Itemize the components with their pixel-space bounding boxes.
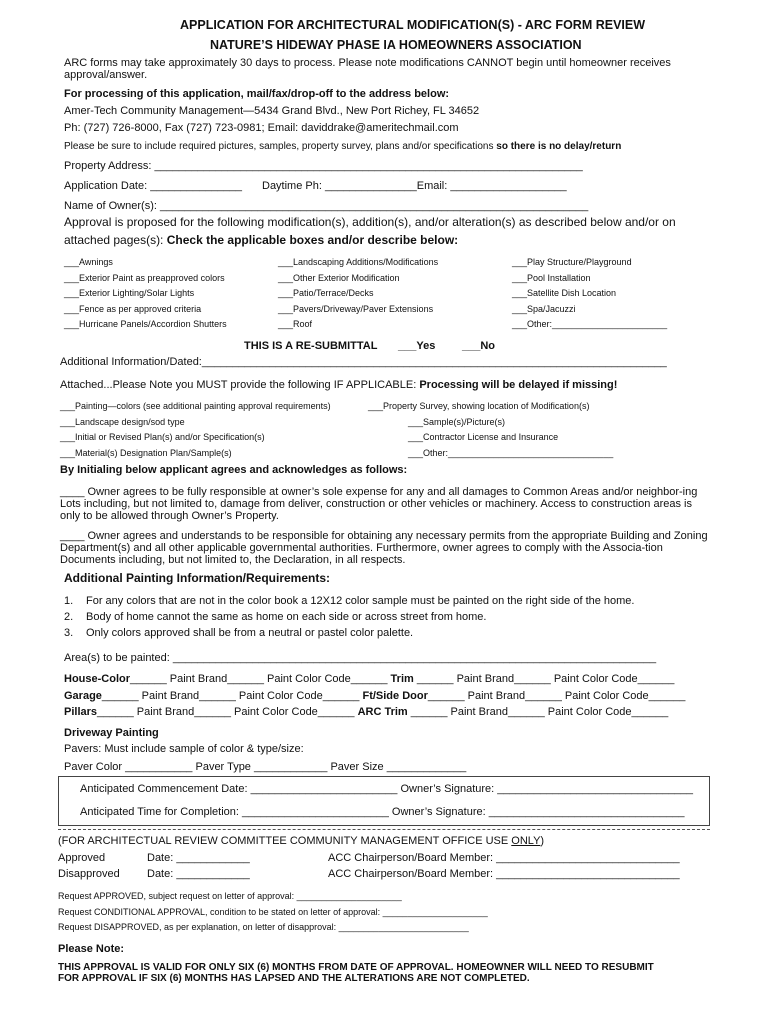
checklist-item[interactable]: ___Hurricane Panels/Accordion Shutters — [64, 319, 227, 329]
attached-item[interactable]: ___Initial or Revised Plan(s) and/or Specification(s) — [60, 432, 265, 442]
validity-note-2: FOR APPROVAL IF SIX (6) MONTHS HAS LAPSED AND THE ALTERATIONS ARE NOT COMPLETED. — [58, 973, 530, 984]
checklist-item[interactable]: ___Fence as per approved criteria — [64, 303, 202, 314]
mgmt-contact: Ph: (727) 726-8000, Fax (727) 723-0981; Email: daviddrake@ameritechmail.com — [64, 122, 459, 134]
disapproved-date-field[interactable]: Date: ____________ — [147, 868, 250, 880]
paver-fields[interactable]: Paver Color ___________ Paver Type ____________ Paver Size _____________ — [64, 761, 467, 773]
permits-agreement[interactable]: ____ Owner agrees and understands to be responsible for obtaining any necessary permits from the appropriate Building and Zoning Department(s) and all other applicable governmental authorities. Furthermore, owner agrees to comply with the Associa-tion Documents including, but not limited to, the Declaration, in all respects. — [60, 530, 708, 566]
attached-item[interactable]: ___Landscape design/sod type — [60, 416, 185, 427]
resubmittal-no[interactable]: ___No — [462, 340, 496, 352]
acc-member-field-1[interactable]: ACC Chairperson/Board Member: ______________________________ — [328, 852, 680, 864]
intro-line-2: approval/answer. — [64, 69, 148, 81]
damages-agreement[interactable]: ____ Owner agrees to be fully responsible at owner’s sole expense for any and all damages to Common Areas and/or neighbor-ing Lots including, but not limited to, damage from deliver, construction or other vehicles or machinery. Access to construction areas is only to be allowed through Owner’s Property. — [60, 486, 698, 522]
resubmittal-yes[interactable]: ___Yes — [398, 340, 436, 352]
paint-row-garage[interactable]: Garage______ Paint Brand______ Paint Color Code______ Ft/Side Door______ Paint Brand______ Paint Color Code______ — [64, 689, 686, 702]
owner-name-field[interactable]: Name of Owner(s): ______________________________________________________________________ — [64, 200, 589, 212]
request-conditional[interactable]: Request CONDITIONAL APPROVAL, condition to be stated on letter of approval: _____________________ — [58, 907, 488, 917]
list-item: 2. Body of home cannot the same as home on each side or across street from home. — [64, 611, 487, 623]
application-date-field[interactable]: Application Date: _______________ — [64, 180, 242, 192]
checklist-col-3[interactable] — [512, 255, 667, 333]
checklist-item[interactable]: ___Awnings — [64, 257, 113, 267]
attached-item[interactable]: ___Contractor License and Insurance — [408, 432, 559, 442]
approved-date-field[interactable]: Date: ____________ — [147, 852, 250, 864]
mgmt-address: Amer-Tech Community Management—5434 Grand Blvd., New Port Richey, FL 34652 — [64, 105, 480, 117]
include-note: Please be sure to include required pictures, samples, property survey, plans and/or specifications so there is no delay/return — [64, 141, 622, 152]
checklist-item[interactable]: ___Pavers/Driveway/Paver Extensions — [278, 303, 434, 314]
office-use-heading: (FOR ARCHITECTUAL REVIEW COMMITTEE COMMUNITY MANAGEMENT OFFICE USE ONLY) — [58, 835, 545, 847]
checklist-item[interactable]: ___Other Exterior Modification — [278, 272, 400, 283]
checklist-col-2[interactable] — [278, 255, 438, 333]
list-item: 1. For any colors that are not in the color book a 12X12 color sample must be painted on the right side of the home. — [64, 595, 635, 607]
painting-requirements — [64, 593, 635, 641]
processing-instructions: For processing of this application, mail/fax/drop-off to the address below: — [64, 88, 450, 100]
disapproved-label: Disapproved — [58, 868, 120, 880]
attached-col-1[interactable] — [60, 399, 331, 461]
paint-row-pillars[interactable]: Pillars______ Paint Brand______ Paint Color Code______ ARC Trim ______ Paint Brand______ Paint Color Code______ — [64, 706, 669, 718]
paint-rows[interactable] — [64, 671, 685, 721]
checklist-item[interactable]: ___Other:_______________________ — [512, 319, 668, 329]
request-disapproved[interactable]: Request DISAPPROVED, as per explanation, on letter of disapproval: __________________________ — [58, 922, 469, 932]
additional-info-field[interactable]: Additional Information/Dated:____________________________________________________________________________ — [60, 356, 667, 368]
property-address-field[interactable]: Property Address: ______________________________________________________________________ — [64, 160, 583, 172]
commencement-field[interactable]: Anticipated Commencement Date: ________________________ Owner’s Signature: ________________________________ — [80, 783, 694, 795]
checklist-item[interactable]: ___Pool Installation — [512, 272, 591, 283]
validity-note-1: THIS APPROVAL IS VALID FOR ONLY SIX (6) MONTHS FROM DATE OF APPROVAL. HOMEOWNER WILL NEED TO RESUBMIT — [58, 962, 654, 973]
checklist-item[interactable]: ___Landscaping Additions/Modifications — [278, 257, 439, 267]
attached-item[interactable]: ___Property Survey, showing location of Modification(s) — [368, 401, 590, 411]
paint-row-house[interactable]: House-Color______ Paint Brand______ Paint Color Code______ Trim ______ Paint Brand______ Paint Color Code______ — [64, 673, 675, 685]
please-note-heading: Please Note: — [58, 943, 125, 955]
initialing-heading: By Initialing below applicant agrees and acknowledges as follows: — [60, 464, 408, 476]
request-approved[interactable]: Request APPROVED, subject request on letter of approval: _____________________ — [58, 891, 402, 901]
checklist-item[interactable]: ___Roof — [278, 319, 313, 329]
attached-item[interactable]: ___Other:_________________________________ — [408, 447, 614, 458]
attached-item[interactable]: ___Sample(s)/Picture(s) — [408, 416, 506, 427]
acc-member-field-2[interactable]: ACC Chairperson/Board Member: ______________________________ — [328, 868, 680, 880]
approval-line-1: Approval is proposed for the following modification(s), addition(s), and/or alteration(s) as described below and/or on — [64, 215, 676, 229]
office-divider — [58, 829, 710, 830]
list-item: 3. Only colors approved shall be from a neutral or pastel color palette. — [64, 627, 414, 639]
approved-label: Approved — [58, 852, 106, 864]
painting-heading: Additional Painting Information/Requirements: — [64, 571, 331, 585]
checklist-item[interactable]: ___Spa/Jacuzzi — [512, 303, 576, 314]
daytime-email-field[interactable]: Daytime Ph: _______________Email: ___________________ — [262, 180, 567, 192]
checklist-item[interactable]: ___Patio/Terrace/Decks — [278, 288, 374, 298]
checklist-item[interactable]: ___Exterior Lighting/Solar Lights — [64, 288, 195, 298]
pavers-note: Pavers: Must include sample of color & type/size: — [64, 743, 304, 755]
attached-note: Attached...Please Note you MUST provide the following IF APPLICABLE: Processing will be delayed if missing! — [60, 379, 618, 391]
association-name: NATURE’S HIDEWAY PHASE IA HOMEOWNERS ASSOCIATION — [210, 38, 582, 52]
attached-item[interactable]: ___Painting—colors (see additional painting approval requirements) — [60, 401, 331, 411]
completion-field[interactable]: Anticipated Time for Completion: ________________________ Owner’s Signature: ________________________________ — [80, 806, 685, 818]
form-title: APPLICATION FOR ARCHITECTURAL MODIFICATION(S) - ARC FORM REVIEW — [180, 18, 646, 32]
checklist-item[interactable]: ___Satellite Dish Location — [512, 288, 617, 298]
attached-col-2[interactable] — [368, 399, 613, 461]
approval-line-2: attached pages(s): Check the applicable boxes and/or describe below: — [64, 233, 459, 247]
attached-item[interactable]: ___Material(s) Designation Plan/Sample(s) — [60, 447, 232, 458]
checklist-item[interactable]: ___Play Structure/Playground — [512, 257, 632, 267]
checklist-col-1[interactable] — [64, 255, 227, 333]
driveway-heading: Driveway Painting — [64, 727, 159, 739]
areas-to-paint-field[interactable]: Area(s) to be painted: _______________________________________________________________________________ — [64, 652, 657, 664]
resubmittal-label: THIS IS A RE-SUBMITTAL — [244, 340, 378, 352]
intro-line-1: ARC forms may take approximately 30 days to process. Please note modifications CANNOT begin until homeowner receives — [64, 57, 671, 69]
checklist-item[interactable]: ___Exterior Paint as preapproved colors — [64, 272, 225, 283]
